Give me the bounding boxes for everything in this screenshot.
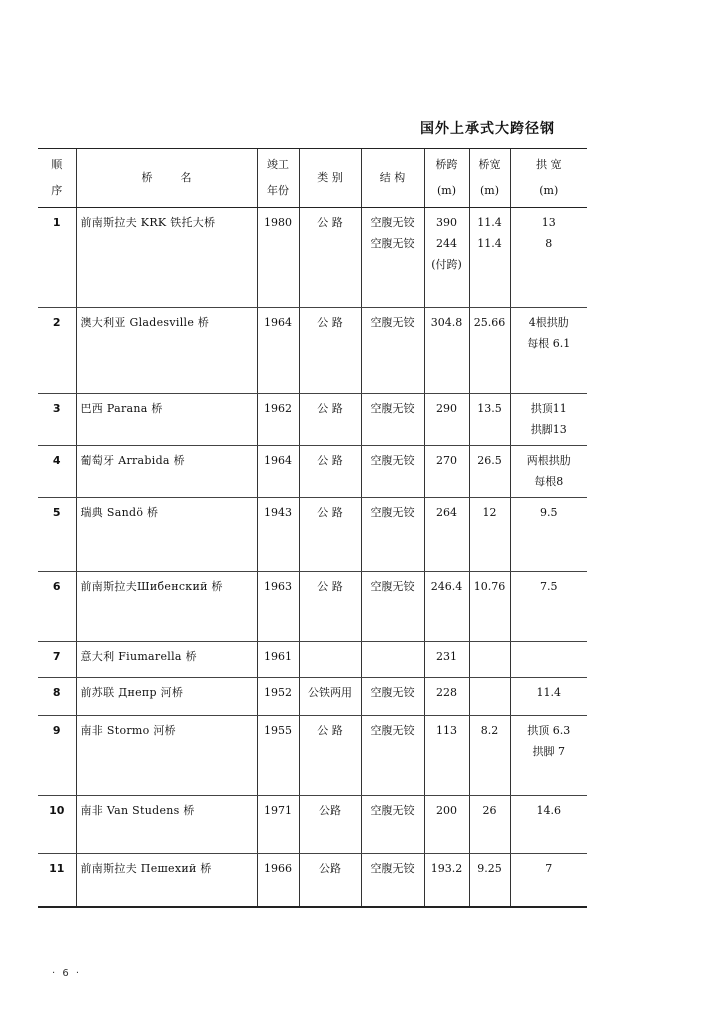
cell-structure (361, 498, 424, 572)
cell-year: 1962 (257, 394, 299, 446)
cell-width (469, 394, 510, 446)
header-name (76, 149, 257, 208)
cell-type: 公 路 (299, 716, 361, 796)
cell-structure-line: 空腹无铰 (370, 454, 415, 467)
cell-structure (361, 446, 424, 498)
bridge-table (38, 148, 587, 908)
cell-span (424, 716, 469, 796)
header-width (469, 149, 510, 208)
cell-arch-line: 8 (545, 237, 553, 250)
header-row (38, 149, 587, 208)
cell-structure (361, 716, 424, 796)
header-type: 类 别 (299, 149, 361, 208)
cell-structure (361, 394, 424, 446)
cell-width (469, 498, 510, 572)
cell-no: 10 (38, 796, 76, 854)
page-number: · 6 · (52, 968, 82, 979)
table-row (38, 394, 587, 446)
cell-arch (510, 308, 587, 394)
cell-structure-line: 空腹无铰 (370, 862, 415, 875)
header-arch-width (510, 149, 587, 208)
cell-span-line: 113 (436, 724, 457, 737)
cell-width-line: 9.25 (477, 862, 502, 875)
header-no (38, 149, 76, 208)
cell-type: 公路 (299, 796, 361, 854)
cell-year: 1952 (257, 678, 299, 716)
cell-year: 1955 (257, 716, 299, 796)
cell-width-line: 11.4 (477, 216, 502, 229)
cell-no: 8 (38, 678, 76, 716)
cell-span (424, 394, 469, 446)
cell-type: 公 路 (299, 394, 361, 446)
cell-name: 意大利 Fiumarella 桥 (76, 642, 257, 678)
header-span (424, 149, 469, 208)
cell-structure (361, 678, 424, 716)
cell-arch (510, 394, 587, 446)
header-no-line-2: 序 (51, 184, 63, 197)
header-name-part-1: 桥 (141, 171, 153, 184)
cell-width (469, 854, 510, 907)
cell-type: 公 路 (299, 208, 361, 308)
header-span-line-2: (m) (436, 184, 456, 197)
cell-arch-line: 拱脚13 (530, 423, 567, 436)
cell-type: 公 路 (299, 498, 361, 572)
cell-width-line: 11.4 (477, 237, 502, 250)
cell-span (424, 308, 469, 394)
cell-span-line: 390 (436, 216, 457, 229)
cell-name: 前南斯拉夫 KRK 铁托大桥 (76, 208, 257, 308)
cell-arch (510, 796, 587, 854)
table-row (38, 208, 587, 308)
cell-arch-line: 7 (545, 862, 553, 875)
cell-arch-line: 4根拱肋 (528, 316, 569, 329)
header-width-line-1: 桥宽 (478, 158, 501, 171)
cell-structure (361, 854, 424, 907)
cell-span-line: (付跨) (431, 258, 462, 271)
cell-arch-line: 拱顶 6.3 (527, 724, 571, 737)
cell-type: 公 路 (299, 572, 361, 642)
table-row (38, 642, 587, 678)
cell-width-line: 26 (482, 804, 497, 817)
cell-arch-line: 每根8 (534, 475, 564, 488)
table-row (38, 572, 587, 642)
cell-type (299, 642, 361, 678)
table-row (38, 498, 587, 572)
cell-span (424, 642, 469, 678)
cell-arch-line: 拱顶11 (530, 402, 567, 415)
cell-type: 公 路 (299, 446, 361, 498)
cell-span-line: 290 (436, 402, 457, 415)
header-structure: 结 构 (361, 149, 424, 208)
cell-no: 7 (38, 642, 76, 678)
cell-year: 1964 (257, 446, 299, 498)
cell-span-line: 304.8 (430, 316, 463, 329)
cell-width (469, 678, 510, 716)
cell-width (469, 572, 510, 642)
table-row (38, 716, 587, 796)
cell-name: 前苏联 Днепр 河桥 (76, 678, 257, 716)
cell-arch (510, 498, 587, 572)
cell-span (424, 796, 469, 854)
cell-span-line: 264 (436, 506, 457, 519)
cell-width-line: 26.5 (477, 454, 502, 467)
header-name-part-2: 名 (180, 171, 192, 184)
cell-year: 1963 (257, 572, 299, 642)
cell-structure-line: 空腹无铰 (370, 237, 415, 250)
cell-span-line: 228 (436, 686, 457, 699)
cell-width (469, 642, 510, 678)
cell-structure-line: 空腹无铰 (370, 724, 415, 737)
cell-arch (510, 572, 587, 642)
cell-width (469, 308, 510, 394)
cell-arch-line: 7.5 (540, 580, 558, 593)
cell-no: 3 (38, 394, 76, 446)
header-year-line-2: 年份 (267, 184, 289, 197)
cell-arch (510, 642, 587, 678)
cell-name: 巴西 Parana 桥 (76, 394, 257, 446)
cell-width-line: 10.76 (473, 580, 506, 593)
cell-arch-line: 11.4 (536, 686, 561, 699)
cell-structure-line: 空腹无铰 (370, 216, 415, 229)
cell-no: 1 (38, 208, 76, 308)
cell-span-line: 270 (436, 454, 457, 467)
header-span-line-1: 桥跨 (435, 158, 458, 171)
cell-no: 9 (38, 716, 76, 796)
cell-span-line: 244 (436, 237, 457, 250)
cell-arch (510, 678, 587, 716)
cell-span (424, 678, 469, 716)
cell-type: 公路 (299, 854, 361, 907)
cell-name: 前南斯拉夫 Пешехий 桥 (76, 854, 257, 907)
header-arch-line-2: (m) (539, 184, 559, 197)
table-row (38, 678, 587, 716)
cell-width (469, 446, 510, 498)
header-year-line-1: 竣工 (267, 158, 289, 171)
cell-name: 澳大利亚 Gladesville 桥 (76, 308, 257, 394)
cell-name: 南非 Van Studens 桥 (76, 796, 257, 854)
cell-width (469, 716, 510, 796)
cell-width-line: 13.5 (477, 402, 502, 415)
cell-structure-line: 空腹无铰 (370, 686, 415, 699)
cell-arch-line: 两根拱肋 (526, 454, 571, 467)
cell-no: 11 (38, 854, 76, 907)
cell-structure (361, 796, 424, 854)
cell-arch (510, 208, 587, 308)
cell-width (469, 796, 510, 854)
page-title: 国外上承式大跨径钢 (420, 121, 555, 137)
cell-arch (510, 854, 587, 907)
table-row (38, 446, 587, 498)
cell-year: 1966 (257, 854, 299, 907)
cell-arch-line: 每根 6.1 (527, 337, 571, 350)
cell-span (424, 854, 469, 907)
cell-arch-line: 13 (541, 216, 556, 229)
cell-span-line: 200 (436, 804, 457, 817)
cell-no: 4 (38, 446, 76, 498)
cell-type: 公铁两用 (299, 678, 361, 716)
cell-name: 前南斯拉夫Шибенский 桥 (76, 572, 257, 642)
cell-name: 南非 Stormo 河桥 (76, 716, 257, 796)
cell-span-line: 246.4 (430, 580, 463, 593)
header-year (257, 149, 299, 208)
cell-type: 公 路 (299, 308, 361, 394)
cell-span (424, 572, 469, 642)
cell-structure-line: 空腹无铰 (370, 804, 415, 817)
cell-width-line: 25.66 (473, 316, 506, 329)
cell-width-line: 12 (482, 506, 497, 519)
cell-no: 6 (38, 572, 76, 642)
table-row (38, 796, 587, 854)
header-no-line-1: 顺 (51, 158, 63, 171)
cell-name: 葡萄牙 Arrabida 桥 (76, 446, 257, 498)
cell-width (469, 208, 510, 308)
cell-year: 1964 (257, 308, 299, 394)
cell-structure-line: 空腹无铰 (370, 506, 415, 519)
cell-year: 1943 (257, 498, 299, 572)
cell-width-line: 8.2 (480, 724, 499, 737)
cell-name: 瑞典 Sandö 桥 (76, 498, 257, 572)
cell-structure-line: 空腹无铰 (370, 580, 415, 593)
header-width-line-2: (m) (479, 184, 499, 197)
cell-arch-line: 9.5 (540, 506, 558, 519)
cell-structure-line: 空腹无铰 (370, 316, 415, 329)
cell-span (424, 498, 469, 572)
table-row (38, 308, 587, 394)
header-arch-line-1: 拱 宽 (536, 158, 562, 171)
cell-no: 5 (38, 498, 76, 572)
table-row (38, 854, 587, 907)
cell-structure (361, 572, 424, 642)
cell-arch-line: 14.6 (536, 804, 561, 817)
cell-structure (361, 208, 424, 308)
cell-arch (510, 716, 587, 796)
cell-structure-line: 空腹无铰 (370, 402, 415, 415)
cell-span-line: 193.2 (430, 862, 463, 875)
cell-arch (510, 446, 587, 498)
cell-no: 2 (38, 308, 76, 394)
cell-span (424, 208, 469, 308)
cell-structure (361, 642, 424, 678)
cell-span (424, 446, 469, 498)
cell-year: 1980 (257, 208, 299, 308)
cell-structure (361, 308, 424, 394)
cell-year: 1971 (257, 796, 299, 854)
cell-year: 1961 (257, 642, 299, 678)
cell-span-line: 231 (436, 650, 457, 663)
cell-arch-line: 拱脚 7 (532, 745, 565, 758)
